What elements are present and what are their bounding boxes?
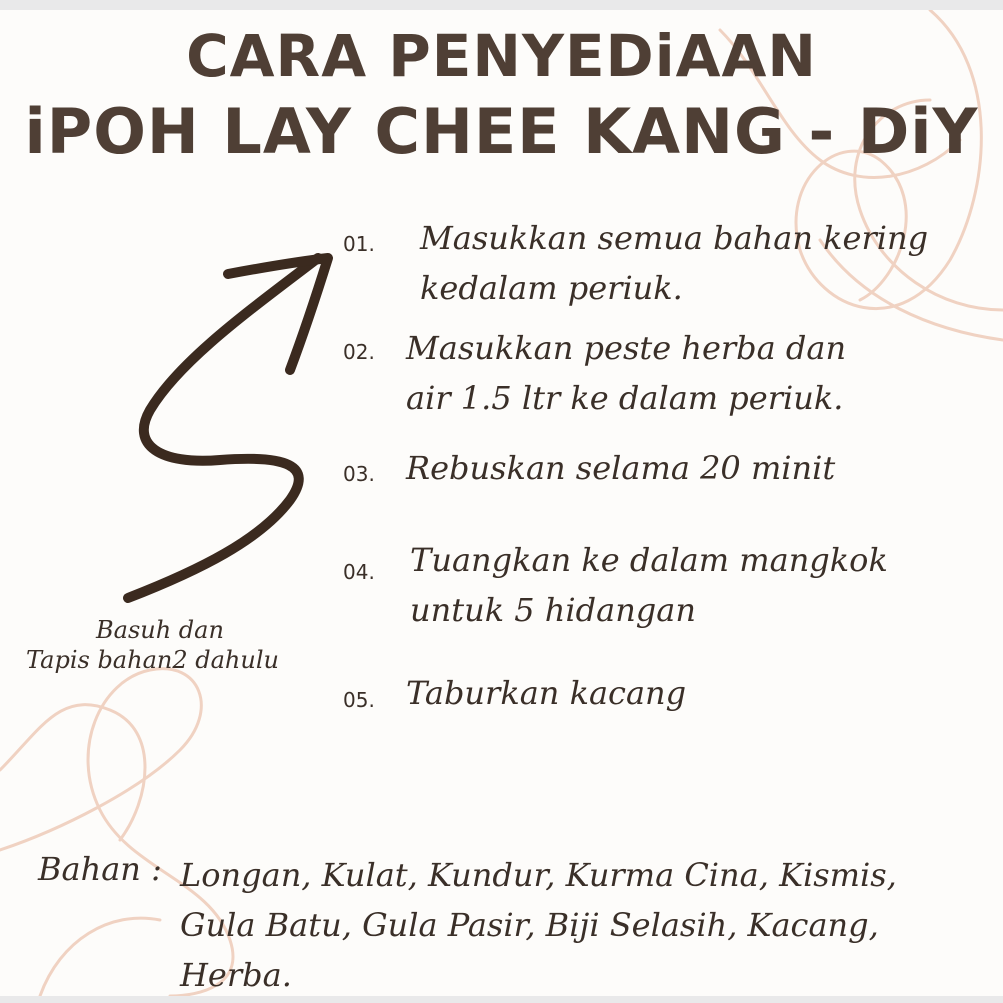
step-2-number: 02. [343,340,375,364]
wash-note-line-1: Basuh dan [96,616,224,644]
recipe-card [0,10,1003,996]
step-1-text: Masukkan semua bahan kering kedalam periuk. [420,219,929,307]
ingredients-label: Bahan : [38,850,162,888]
step-3-text: Rebuskan selama 20 minit [406,449,836,487]
step-3-number: 03. [343,462,375,486]
step-2-text: Masukkan peste herba dan air 1.5 ltr ke dalam periuk. [406,329,847,417]
page-title-line-1: CARA PENYEDiAAN [186,22,817,90]
step-4-number: 04. [343,560,375,584]
step-5-text: Taburkan kacang [406,674,687,712]
page-title-line-2: iPOH LAY CHEE KANG - DiY [24,95,979,168]
step-5-number: 05. [343,688,375,712]
ingredients-list: Longan, Kulat, Kundur, Kurma Cina, Kismis, Gula Batu, Gula Pasir, Biji Selasih, Kacang, Herba. [180,856,897,994]
step-1-number: 01. [343,232,375,256]
wash-note-line-2: Tapis bahan2 dahulu [26,646,279,674]
step-4-text: Tuangkan ke dalam mangkok untuk 5 hidangan [410,541,888,629]
